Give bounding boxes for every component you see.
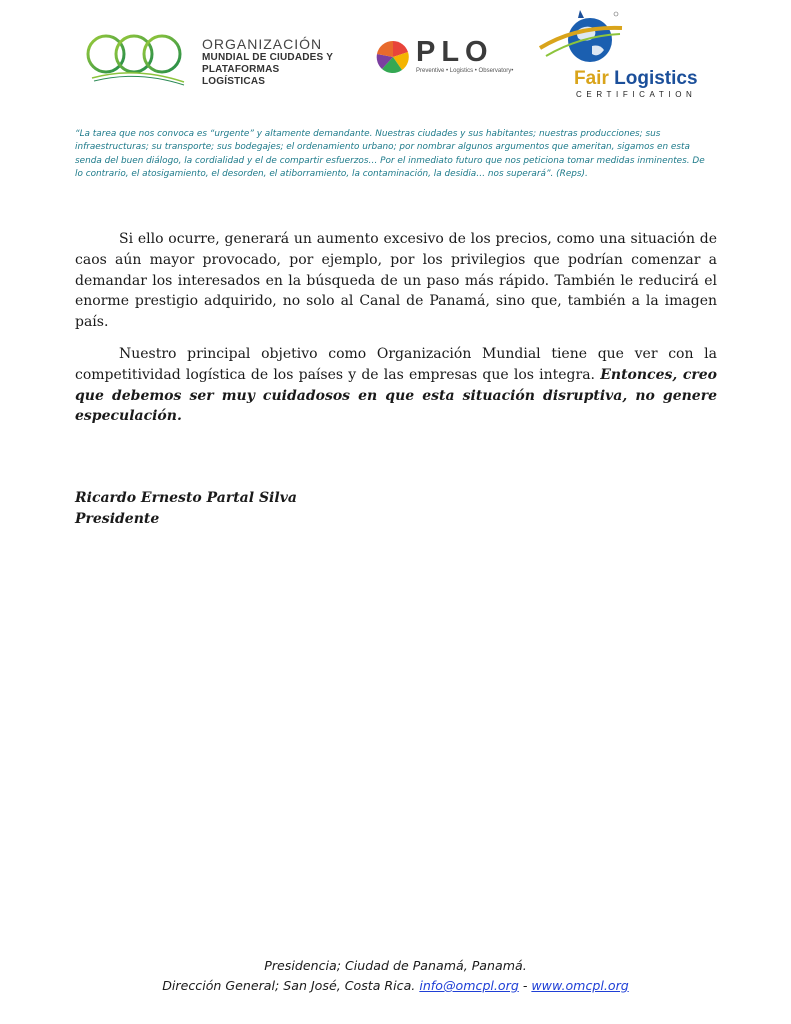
fair-logistics-logo: [536, 6, 716, 98]
page-footer: [0, 956, 791, 996]
omcpl-line2: MUNDIAL DE CIUDADES Y: [202, 52, 334, 63]
signer-name: Ricardo Ernesto Partal Silva: [75, 490, 297, 506]
paragraph-2-text: Nuestro principal objetivo como Organización Mundial tiene que ver con la competitividad logística de los países y de las empresas que los integra.: [75, 346, 717, 383]
paragraph-2-emphasis: Entonces, creo que debemos ser muy cuidadosos en que esta situación disruptiva, no genere especulación.: [75, 366, 718, 425]
signature-block: [75, 488, 297, 529]
plo-logo: [376, 38, 516, 80]
body-paragraph-2: [75, 344, 717, 427]
body-paragraph-1: Si ello ocurre, generará un aumento excesivo de los precios, como una situación de caos aún mayor provocado, por ejemplo, por los privilegios que podrían comenzar a demandar los interesados en la búsqueda de un paso más rápido. También le reducirá el enorme prestigio adquirido, no solo al Canal de Panamá, sino que, también a la imagen país.: [75, 231, 717, 331]
fair-logistics-wordmark: [574, 68, 698, 90]
fair-word: Fair: [574, 68, 609, 89]
plo-subtitle: Preventive • Logistics • Observatory•: [416, 68, 514, 74]
omcpl-wordmark: [202, 38, 344, 88]
header-quote: “La tarea que nos convoca es “urgente” y altamente demandante. Nuestras ciudades y sus habitantes; nuestras producciones; sus infraestructuras; su transporte; sus bodegajes; el ordenamiento urbano; por nombrar algunos argumentos que ameritan, sigamos en esta senda del buen diálogo, la cordialidad y el de compartir esfuerzos… Por el inmediato futuro que nos peticiona tomar medidas inminentes. De lo contrario, el atosigamiento, el desorden, el atiborramiento, la contaminación, la desidia… nos superará”. (Reps).: [75, 129, 705, 180]
footer-address: Dirección General; San José, Costa Rica.: [162, 978, 420, 993]
rings-logo-icon: [84, 30, 188, 86]
omcpl-line1: ORGANIZACIÓN: [202, 36, 323, 52]
footer-separator: -: [518, 978, 532, 993]
plo-wordmark: PLO: [416, 36, 494, 68]
website-link[interactable]: www.omcpl.org: [531, 978, 629, 993]
logistics-word: Logistics: [614, 68, 698, 89]
plo-pie-icon: [376, 40, 410, 74]
footer-line-1: Presidencia; Ciudad de Panamá, Panamá.: [264, 958, 527, 973]
signer-title: Presidente: [75, 510, 160, 527]
omcpl-line3: PLATAFORMAS LOGÍSTICAS: [202, 64, 280, 87]
footer-line-2: [0, 976, 791, 996]
omcpl-logo: [84, 30, 344, 86]
certification-label: CERTIFICATION: [576, 90, 697, 99]
email-link[interactable]: info@omcpl.org: [419, 978, 519, 993]
